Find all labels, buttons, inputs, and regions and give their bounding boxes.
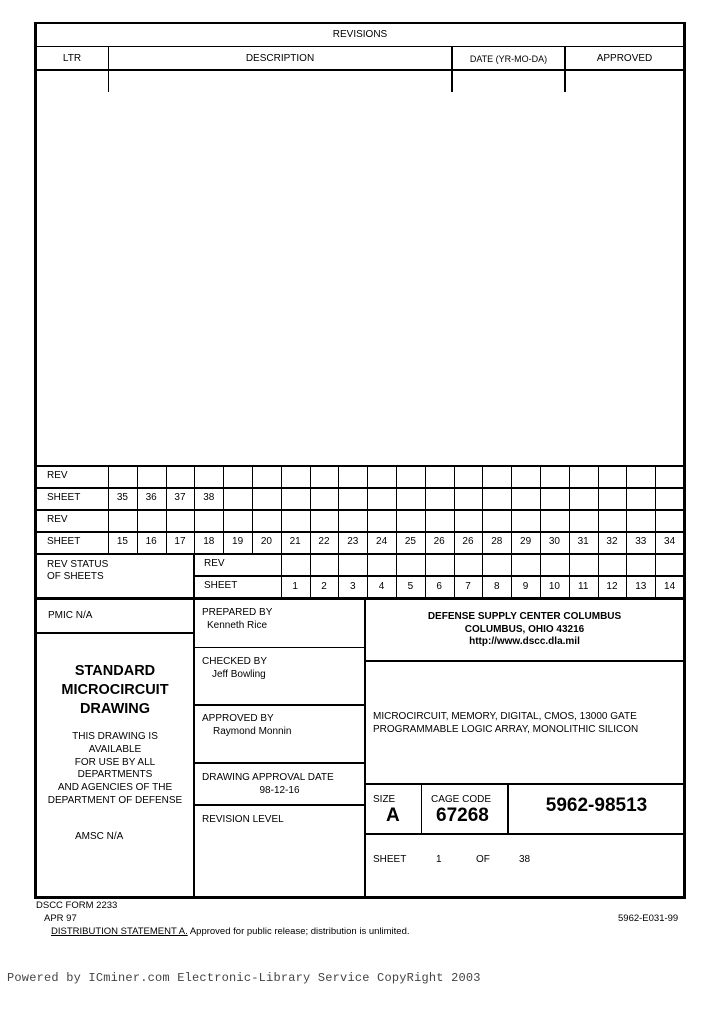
divider	[36, 553, 684, 555]
sheet-cell	[252, 487, 281, 509]
description-line: MICROCIRCUIT, MEMORY, DIGITAL, CMOS, 13000 GATE	[373, 711, 637, 722]
divider	[365, 783, 684, 785]
divider	[36, 69, 684, 71]
frame-bottom	[34, 896, 686, 899]
sheet-cell	[425, 487, 454, 509]
agency-url[interactable]: http://www.dscc.dla.mil	[469, 636, 580, 647]
sheet-cell: 20	[260, 536, 272, 547]
availability-line: DEPARTMENTS	[77, 769, 153, 781]
grid-row-label: SHEET	[47, 492, 81, 503]
form-number: DSCC FORM 2233	[36, 900, 118, 911]
distribution-text: Approved for public release; distribution is unlimited.	[187, 926, 410, 937]
rev-status-label: OF SHEETS	[47, 571, 104, 582]
sheet-cell: 7	[465, 581, 471, 592]
standard-title-line: DRAWING	[79, 701, 151, 717]
sheet-cell: 30	[548, 536, 560, 547]
sheet-cell: 15	[116, 536, 128, 547]
grid-row-label: SHEET	[47, 536, 81, 547]
agency-block	[365, 611, 684, 649]
sheet-cell: 25	[404, 536, 416, 547]
approval-date-label: DRAWING APPROVAL DATE	[202, 772, 334, 783]
sheet-cell: 16	[145, 536, 157, 547]
grid-row-label: REV	[204, 558, 225, 569]
divider	[194, 762, 365, 764]
agency-address: COLUMBUS, OHIO 43216	[464, 623, 585, 635]
prepared-by-label: PREPARED BY	[202, 607, 273, 618]
frame-right	[683, 22, 686, 898]
divider	[194, 704, 365, 706]
sheet-cell: 6	[436, 581, 442, 592]
of-label: OF	[476, 854, 490, 865]
agency-name: DEFENSE SUPPLY CENTER COLUMBUS	[427, 611, 622, 622]
rev-status-label: REV STATUS	[47, 559, 109, 570]
standard-title-line: STANDARD	[74, 663, 156, 679]
prepared-by-name: Kenneth Rice	[207, 620, 268, 631]
distribution-label: DISTRIBUTION STATEMENT A.	[51, 926, 188, 937]
sheet-cell: 36	[145, 492, 157, 503]
divider	[36, 46, 684, 47]
standard-title-line: MICROCIRCUIT	[61, 682, 169, 698]
sheet-cell: 11	[578, 581, 589, 592]
availability-line: AVAILABLE	[88, 743, 142, 755]
approved-by-label: APPROVED BY	[202, 713, 274, 724]
availability-statement	[36, 731, 194, 808]
sheet-cell	[569, 487, 598, 509]
col-date: DATE (YR-MO-DA)	[469, 54, 548, 64]
sheet-cell	[482, 487, 511, 509]
sheet-cell	[454, 487, 483, 509]
sheet-cell	[626, 487, 655, 509]
sheet-cell: 3	[350, 581, 356, 592]
divider	[365, 660, 684, 662]
distribution-statement	[51, 926, 410, 938]
divider	[36, 465, 684, 467]
grid-row-label: REV	[47, 470, 68, 481]
approval-date: 98-12-16	[259, 785, 300, 796]
sheet-cell: 32	[606, 536, 618, 547]
sheet-number: 1	[436, 854, 442, 865]
availability-line: AND AGENCIES OF THE	[57, 782, 173, 794]
pmic-label: PMIC N/A	[48, 610, 93, 621]
sheet-cell: 4	[378, 581, 385, 592]
sheet-cell	[655, 487, 684, 509]
checked-by-name: Jeff Bowling	[212, 669, 266, 680]
sheet-cell: 31	[577, 536, 589, 547]
document-code: 5962-E031-99	[618, 913, 679, 924]
cage-code-value: 67268	[436, 805, 489, 826]
col-description: DESCRIPTION	[245, 53, 315, 64]
sheet-cell	[223, 487, 252, 509]
amsc-label: AMSC N/A	[75, 831, 124, 842]
grid-row-label: REV	[47, 514, 68, 525]
sheet-cell: 5	[407, 581, 414, 592]
divider	[36, 632, 194, 634]
sheet-cell	[511, 487, 540, 509]
sheet-cell: 26	[462, 536, 474, 547]
col-approved: APPROVED	[596, 53, 653, 64]
availability-line: THIS DRAWING IS	[72, 731, 158, 742]
sheet-cell: 19	[232, 536, 244, 547]
sheet-cell: 17	[174, 536, 186, 547]
sheet-cell: 23	[347, 536, 359, 547]
sheet-cell: 38	[203, 492, 215, 503]
size-label: SIZE	[373, 794, 396, 805]
sheet-cell	[396, 487, 425, 509]
checked-by-label: CHECKED BY	[202, 656, 268, 667]
divider	[36, 597, 684, 600]
size-value: A	[386, 805, 400, 826]
divider	[193, 553, 195, 598]
divider	[421, 784, 422, 834]
description-line: PROGRAMMABLE LOGIC ARRAY, MONOLITHIC SILICON	[373, 723, 639, 735]
sheet-cell: 12	[606, 581, 618, 592]
sheet-cell	[338, 487, 367, 509]
sheet-cell: 24	[376, 536, 388, 547]
standard-title	[36, 662, 194, 719]
sheet-cell: 8	[494, 581, 500, 592]
sheet-cell: 33	[635, 536, 647, 547]
sheet-cell: 18	[203, 536, 215, 547]
sheet-cell	[310, 487, 339, 509]
divider	[564, 46, 566, 92]
availability-line: DEPARTMENT OF DEFENSE	[47, 794, 183, 806]
total-sheets: 38	[519, 854, 531, 865]
sheet-cell: 21	[289, 536, 301, 547]
divider	[451, 46, 453, 92]
sheet-cell: 28	[491, 536, 503, 547]
sheet-cell: 35	[116, 492, 128, 503]
sheet-cell: 22	[318, 536, 330, 547]
sheet-cell: 10	[548, 581, 560, 592]
sheet-cell	[540, 487, 569, 509]
sheet-cell: 37	[174, 492, 186, 503]
sheet-cell: 34	[664, 536, 676, 547]
powered-by-banner: Powered by ICminer.com Electronic-Library Service CopyRight 2003	[7, 971, 481, 985]
divider	[194, 647, 365, 648]
sheet-cell: 1	[292, 581, 298, 592]
sheet-label: SHEET	[373, 854, 407, 865]
sheet-cell: 9	[522, 581, 529, 592]
divider	[365, 833, 684, 835]
grid-row-label: SHEET	[204, 580, 238, 591]
col-ltr: LTR	[62, 53, 82, 64]
sheet-cell: 14	[664, 581, 676, 592]
approved-by-name: Raymond Monnin	[213, 726, 292, 737]
divider	[194, 804, 365, 806]
drawing-description	[373, 711, 638, 736]
frame-top	[34, 22, 686, 24]
sheet-cell	[367, 487, 396, 509]
sheet-cell	[281, 487, 310, 509]
revision-level-label: REVISION LEVEL	[202, 814, 284, 825]
divider	[36, 509, 684, 511]
sheet-cell: 29	[520, 536, 532, 547]
sheet-cell	[598, 487, 627, 509]
sheet-cell: 2	[321, 581, 327, 592]
drawing-number: 5962-98513	[545, 795, 648, 816]
revisions-title: REVISIONS	[332, 29, 388, 40]
sheet-cell: 26	[433, 536, 445, 547]
sheet-cell: 13	[635, 581, 647, 592]
divider	[108, 46, 109, 92]
form-date: APR 97	[44, 913, 77, 924]
availability-line: FOR USE BY ALL	[74, 756, 156, 768]
cage-code-label: CAGE CODE	[431, 794, 492, 805]
